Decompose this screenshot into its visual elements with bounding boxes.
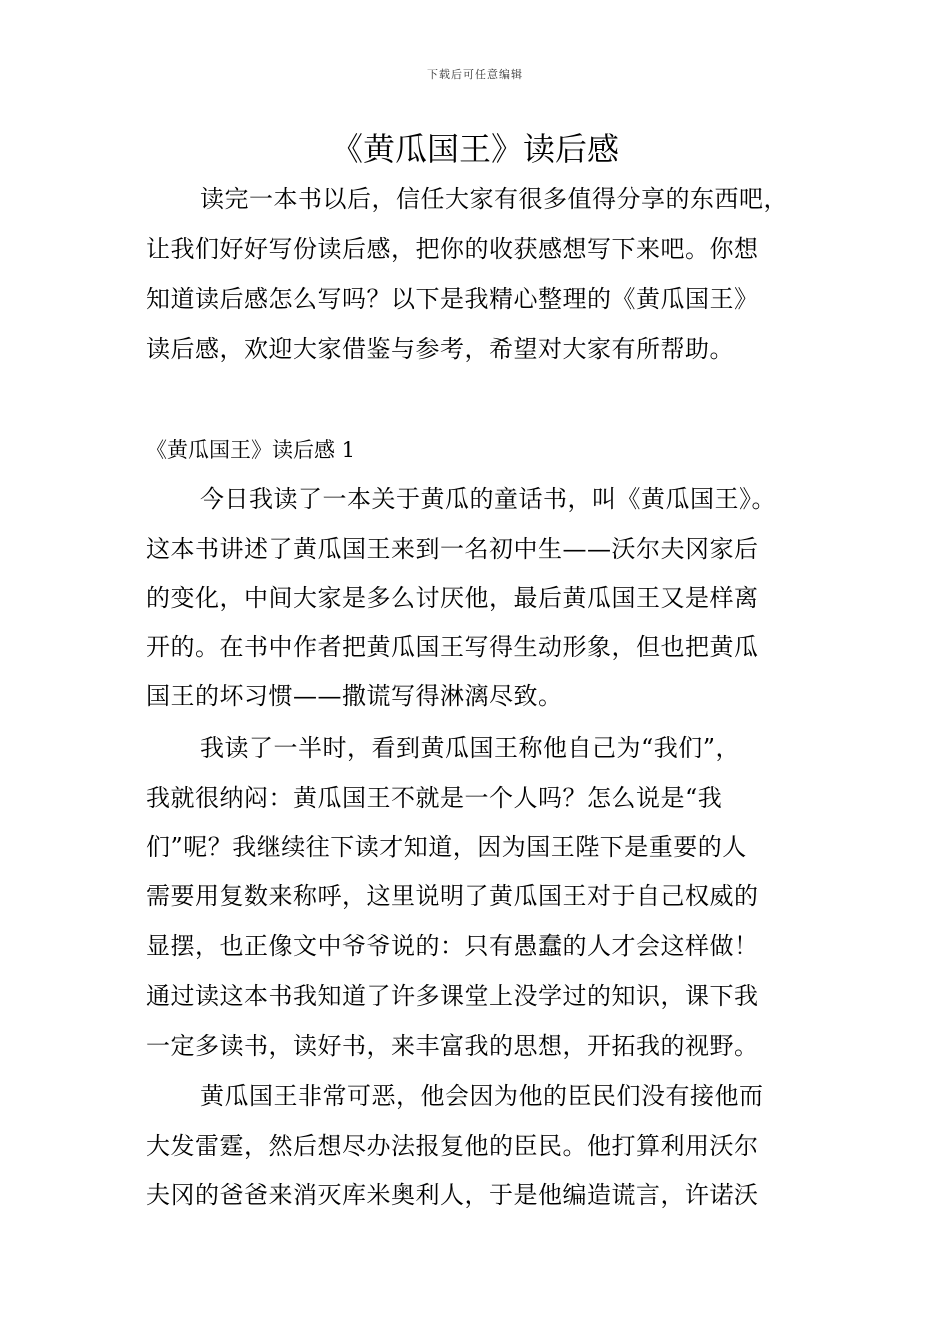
intro-line: 读完一本书以后，信任大家有很多值得分享的东西吧， (200, 185, 788, 213)
document-title: 《黄瓜国王》读后感 (330, 130, 619, 168)
section-heading: 《黄瓜国王》读后感 1 (146, 438, 356, 462)
para1-line: 开的。在书中作者把黄瓜国王写得生动形象，但也把黄瓜 (146, 633, 759, 661)
para2-line: 一定多读书，读好书，来丰富我的思想，开拓我的视野。 (146, 1032, 759, 1060)
para3-line: 大发雷霆，然后想尽办法报复他的臣民。他打算利用沃尔 (146, 1132, 759, 1160)
intro-line: 让我们好好写份读后感，把你的收获感想写下来吧。你想 (146, 235, 759, 263)
para2-line: 通过读这本书我知道了许多课堂上没学过的知识，课下我 (146, 982, 759, 1010)
para3-line: 夫冈的爸爸来消灭库米奥利人，于是他编造谎言，许诺沃 (146, 1181, 759, 1209)
header-note: 下载后可任意编辑 (427, 68, 523, 81)
para1-line: 的变化，中间大家是多么讨厌他，最后黄瓜国王又是样离 (146, 584, 759, 612)
para2-line: 需要用复数来称呼，这里说明了黄瓜国王对于自己权威的 (146, 882, 759, 910)
para2-line: 显摆，也正像文中爷爷说的：只有愚蠢的人才会这样做！ (146, 932, 759, 960)
intro-line: 知道读后感怎么写吗？以下是我精心整理的《黄瓜国王》 (146, 285, 759, 313)
para2-line: 们”呢？我继续往下读才知道，因为国王陛下是重要的人 (146, 833, 747, 861)
para1-line: 今日我读了一本关于黄瓜的童话书，叫《黄瓜国王》。 (200, 485, 776, 513)
intro-line: 读后感，欢迎大家借鉴与参考，希望对大家有所帮助。 (146, 335, 734, 363)
para2-line: 我就很纳闷：黄瓜国王不就是一个人吗？怎么说是“我 (146, 784, 723, 812)
para3-line: 黄瓜国王非常可恶，他会因为他的臣民们没有接他而 (200, 1082, 764, 1110)
para1-line: 这本书讲述了黄瓜国王来到一名初中生——沃尔夫冈家后 (146, 535, 759, 563)
para1-line: 国王的坏习惯——撒谎写得淋漓尽致。 (146, 682, 563, 710)
para2-line: 我读了一半时，看到黄瓜国王称他自己为“我们”， (200, 734, 741, 762)
